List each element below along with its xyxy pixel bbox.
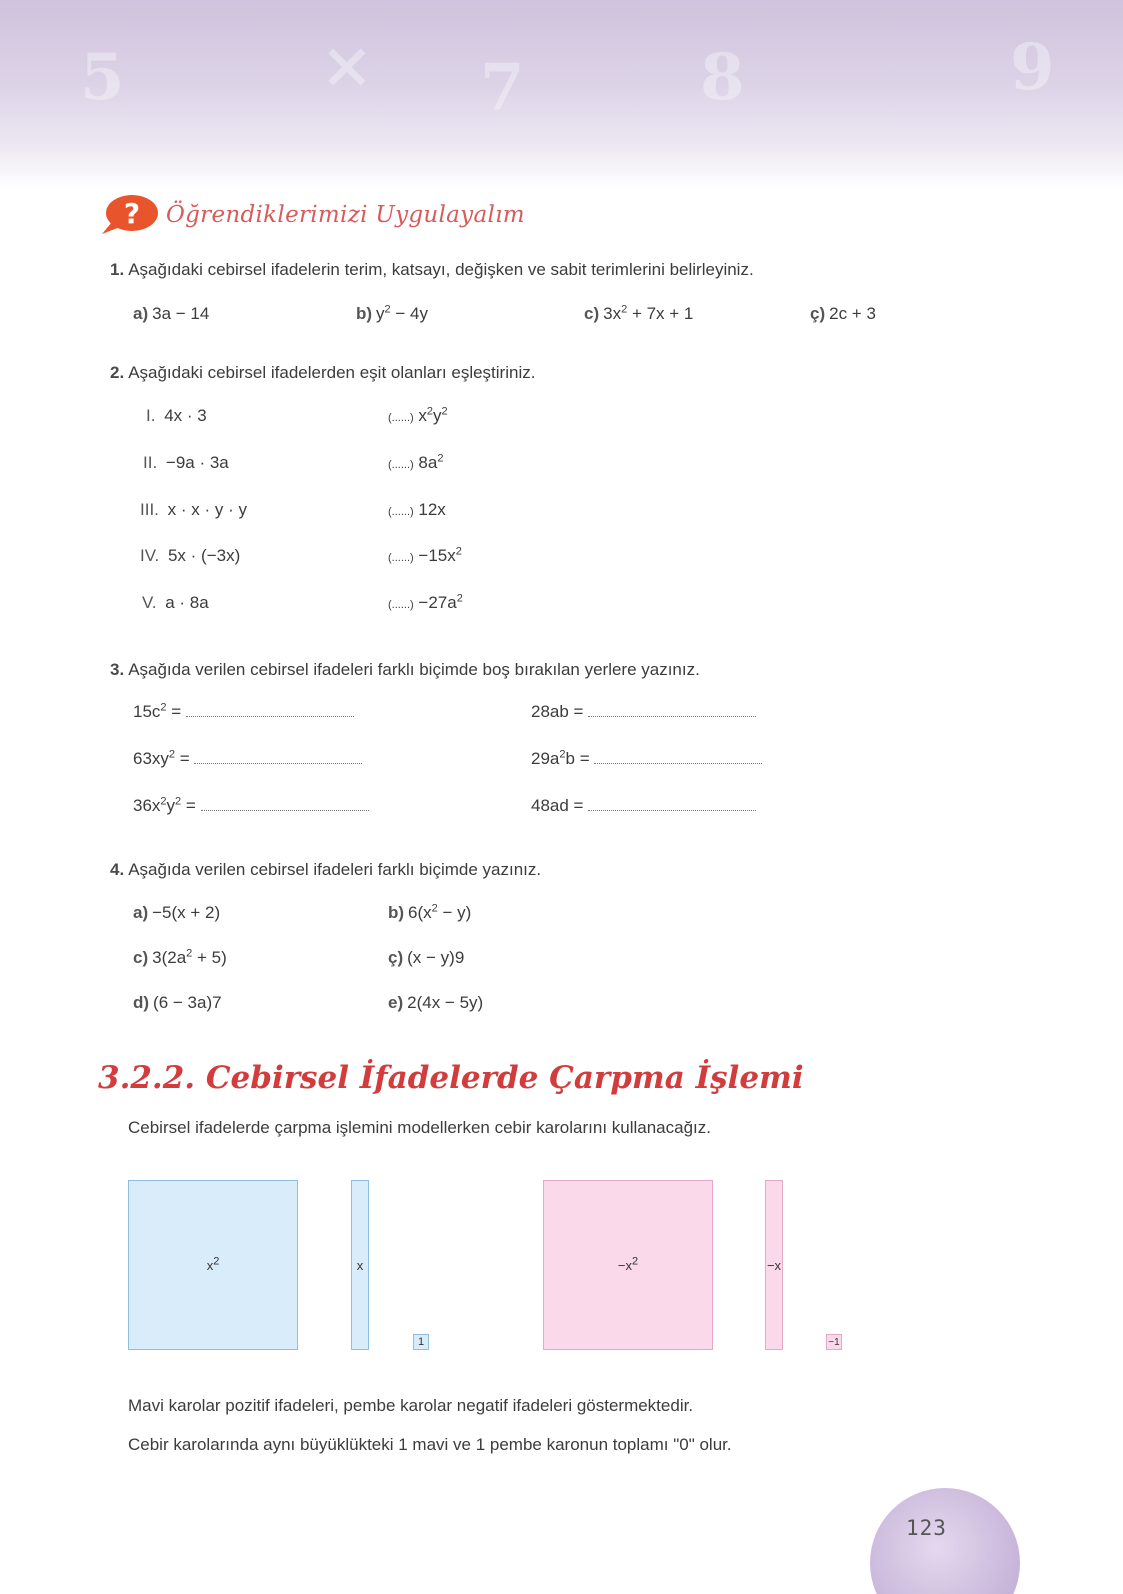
q3-left-1: $15c^2$ = xyxy=(133,702,354,722)
svg-text:?: ? xyxy=(123,197,141,230)
question-bubble-icon xyxy=(98,192,160,238)
answer-blank[interactable] xyxy=(186,703,354,717)
q1-item-cc: ç) 2c + 3 xyxy=(810,304,876,323)
question-1 xyxy=(110,260,754,280)
q4-item-e: e) 2(4x − 5y) xyxy=(388,993,484,1012)
q3-right-2: $29a^2b$ = xyxy=(531,749,762,769)
subsection-intro: Cebirsel ifadelerde çarpma işlemini modellerken cebir karolarını kullanacağız. xyxy=(128,1118,711,1137)
section-header xyxy=(98,190,525,240)
q3-left-3: $36x^2y^2$ = xyxy=(133,796,369,816)
answer-blank[interactable] xyxy=(588,797,756,811)
q1-item-b: b) $y^2 - 4y$ xyxy=(356,303,429,323)
tile-x-squared: $x^2$ xyxy=(128,1180,298,1350)
q2-left-3: III. x · x · y · y xyxy=(140,500,247,519)
question-4: 4. Aşağıda verilen cebirsel ifadeleri farklı biçimde yazınız. xyxy=(110,860,542,879)
banner-decoration: 5 xyxy=(80,40,125,115)
answer-blank[interactable] xyxy=(588,703,756,717)
q3-right-3: 48ad = xyxy=(531,796,756,816)
question-3: 3. Aşağıda verilen cebirsel ifadeleri farklı biçimde boş bırakılan yerlere yazınız. xyxy=(110,660,700,679)
subsection-title: 3.2.2. Cebirsel İfadelerde Çarpma İşlemi xyxy=(98,1060,804,1096)
page-number: 123 xyxy=(906,1516,947,1540)
question-2: 2. Aşağıdaki cebirsel ifadelerden eşit olanları eşleştiriniz. xyxy=(110,363,536,382)
banner-decoration: 9 xyxy=(1010,30,1055,105)
page-number-badge xyxy=(870,1488,1020,1594)
q4-item-c: c) $3(2a^2 + 5)$ xyxy=(133,947,227,967)
q4-item-d: d) (6 − 3a)7 xyxy=(133,993,222,1012)
q3-right-1: 28ab = xyxy=(531,702,756,722)
q2-right-4: (......) $-15x^2$ xyxy=(388,545,462,565)
q3-left-2: $63xy^2$ = xyxy=(133,749,362,769)
q2-right-5: (......) $-27a^2$ xyxy=(388,592,463,612)
banner-decoration: 8 xyxy=(700,40,745,115)
banner-decoration: × xyxy=(320,28,374,103)
answer-blank[interactable] xyxy=(594,750,762,764)
q2-left-1: I. 4x · 3 xyxy=(146,406,207,425)
q2-right-3: (......) 12x xyxy=(388,500,446,519)
q4-item-cc: ç) (x − y)9 xyxy=(388,948,465,967)
q2-left-4: IV. 5x · (−3x) xyxy=(140,546,241,565)
tile-neg-x-squared: $-x^2$ xyxy=(543,1180,713,1350)
note-1: Mavi karolar pozitif ifadeleri, pembe karolar negatif ifadeleri göstermektedir. xyxy=(128,1396,694,1415)
q4-item-a: a) −5(x + 2) xyxy=(133,903,221,922)
q1-item-c: c) $3x^2 + 7x + 1$ xyxy=(584,303,694,323)
q2-left-5: V. a · 8a xyxy=(142,593,209,612)
tile-x: x xyxy=(351,1180,369,1350)
answer-blank[interactable] xyxy=(201,797,369,811)
q1-item-a: a) 3a − 14 xyxy=(133,304,210,323)
tile-neg-x: −x xyxy=(765,1180,783,1350)
question-text: Aşağıdaki cebirsel ifadelerin terim, katsayı, değişken ve sabit terimlerini belirleyiniz. xyxy=(128,260,754,279)
note-2: Cebir karolarında aynı büyüklükteki 1 mavi ve 1 pembe karonun toplamı "0" olur. xyxy=(128,1435,732,1454)
q2-right-1: (......) $x^2y^2$ xyxy=(388,405,448,425)
q4-item-b: b) $6(x^2 - y)$ xyxy=(388,902,472,922)
tile-neg-one: −1 xyxy=(826,1334,842,1350)
q2-right-2: (......) $8a^2$ xyxy=(388,452,444,472)
answer-blank[interactable] xyxy=(194,750,362,764)
header-banner xyxy=(0,0,1123,190)
question-number: 1. xyxy=(110,260,125,279)
tile-one: 1 xyxy=(413,1334,429,1350)
banner-decoration: 7 xyxy=(480,50,525,125)
q2-left-2: II. −9a · 3a xyxy=(143,453,229,472)
section-title: Öğrendiklerimizi Uygulayalım xyxy=(166,202,525,228)
